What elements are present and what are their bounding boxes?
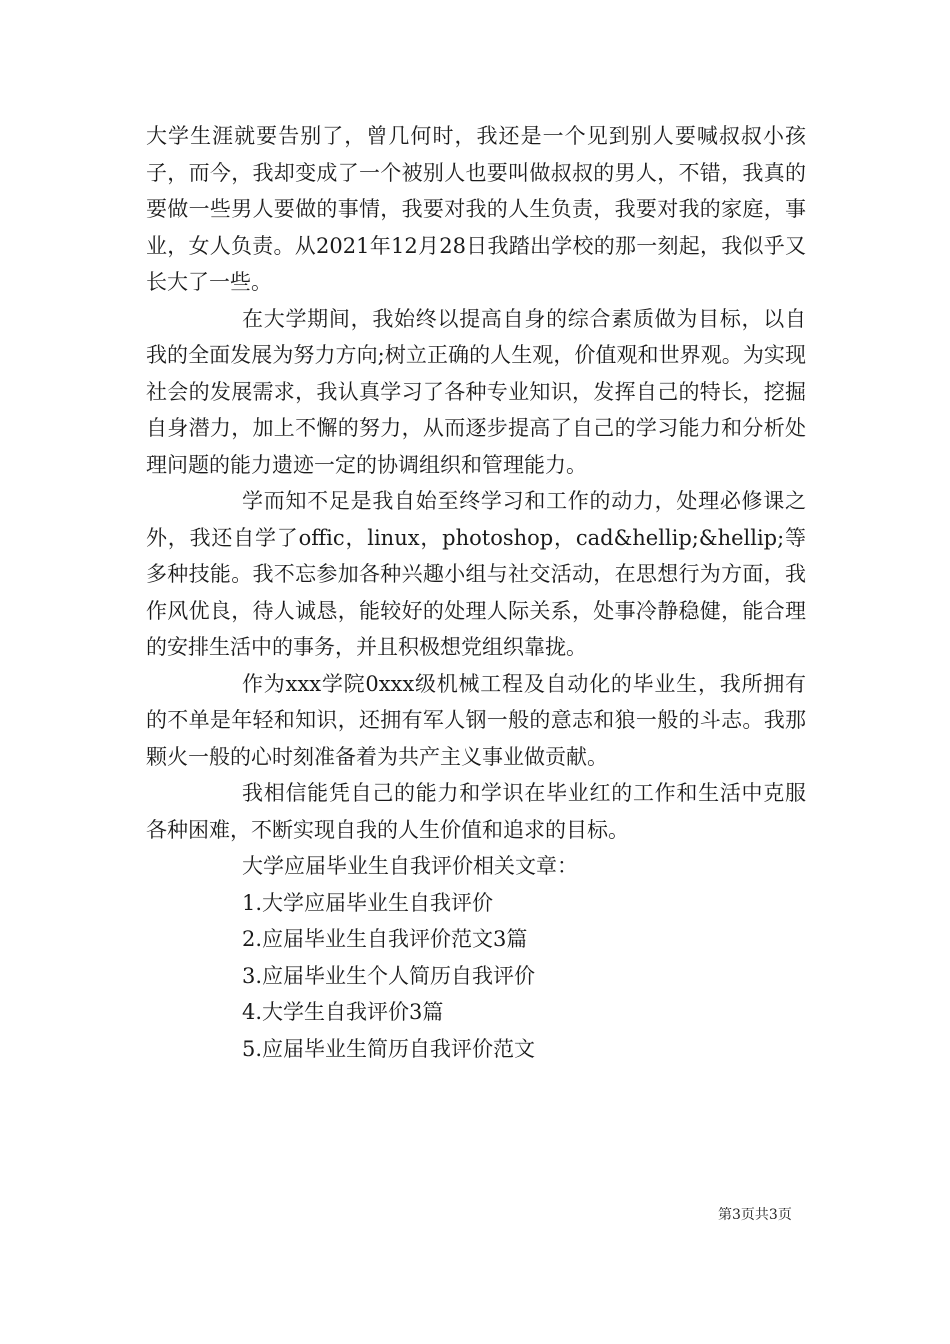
document-body <box>146 118 806 1067</box>
paragraph-graduate-identity: 作为xxx学院0xxx级机械工程及自动化的毕业生，我所拥有的不单是年轻和知识，还拥有军人钢一般的意志和狼一般的斗志。我那颗火一般的心时刻准备着为共产主义事业做贡献。 <box>146 671 806 769</box>
related-articles <box>146 848 806 1067</box>
paragraph-university-goals: 在大学期间，我始终以提高自身的综合素质做为目标，以自我的全面发展为努力方向;树立正确的人生观，价值观和世界观。为实现社会的发展需求，我认真学习了各种专业知识，发挥自己的特长，挖掘自身潜力，加上不懈的努力，从而逐步提高了自己的学习能力和分析处理问题的能力遗迹一定的协调组织和管理能力。 <box>146 306 806 477</box>
related-article-link[interactable]: 3.应届毕业生个人简历自我评价 <box>242 963 536 988</box>
related-article-link[interactable]: 2.应届毕业生自我评价范文3篇 <box>242 927 528 951</box>
related-articles-title: 大学应届毕业生自我评价相关文章： <box>242 854 578 878</box>
paragraph-confidence: 我相信能凭自己的能力和学识在毕业红的工作和生活中克服各种困难，不断实现自我的人生价值和追求的目标。 <box>146 781 806 842</box>
related-article-link[interactable]: 4.大学生自我评价3篇 <box>242 1000 444 1024</box>
page-number: 第3页共3页 <box>718 1207 792 1223</box>
related-article-link[interactable]: 5.应届毕业生简历自我评价范文 <box>242 1036 536 1061</box>
paragraph-intro: 大学生涯就要告别了，曾几何时，我还是一个见到别人要喊叔叔小孩子，而今，我却变成了一个被别人也要叫做叔叔的男人，不错，我真的要做一些男人要做的事情，我要对我的人生负责，我要对我的家庭，事业，女人负责。从2021年12月28日我踏出学校的那一刻起，我似乎又长大了一些。 <box>146 124 806 294</box>
related-article-link[interactable]: 1.大学应届毕业生自我评价 <box>242 890 494 915</box>
paragraph-self-study: 学而知不足是我自始至终学习和工作的动力，处理必修课之外，我还自学了offic，linux，photoshop，cad&hellip;&hellip;等多种技能。我不忘参加各种兴趣小组与社交活动，在思想行为方面，我作风优良，待人诚恳，能较好的处理人际关系，处事冷静稳健，能合理的安排生活中的事务，并且积极想党组织靠拢。 <box>146 489 806 659</box>
